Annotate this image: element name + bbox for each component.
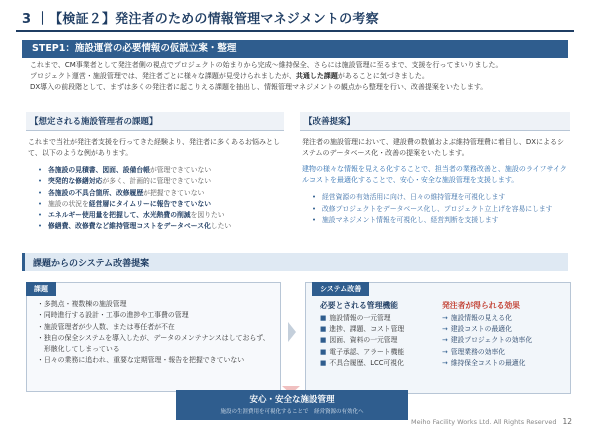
bullet-icon: • (38, 222, 43, 231)
proposal-text: 発注者の施設管理において、建設費の数値およぶ維持管理費に着目し、DXによるシステムのデータベース化・改善の提案をいたします。 (302, 138, 565, 157)
footer (411, 417, 572, 426)
list-item (38, 165, 284, 176)
bullet-icon: • (312, 215, 317, 224)
list-item: ・同時進行する設計・工事の進捗や工事費の管理 (37, 311, 189, 320)
system-proposal-heading: 課題からのシステム改善提案 (22, 253, 568, 271)
item-text: 施設の状況を (48, 199, 89, 208)
item-emphasis: 各施設の見積書、図面、設備台帳 (48, 166, 150, 175)
intro-text: があることに気づきました。 (337, 71, 429, 80)
arrow-icon: → (442, 314, 448, 322)
item-text: 建設プロジェクトの効率化 (450, 336, 533, 345)
list-item (320, 335, 404, 346)
list-item (38, 199, 284, 210)
arrow-icon: → (442, 358, 448, 367)
arrow-icon: → (442, 336, 448, 345)
client-benefits-heading: 発注者が得られる効果 (442, 301, 520, 310)
required-functions-heading: 必要とされる管理機能 (320, 301, 398, 310)
list-item (312, 192, 570, 203)
intro-line-3: DX導入の前段階として、まずは多くの発注者に起こりえる課題を抽出し、情報管理マネジメントの観点から整理を行い、改善提案をいたします。 (30, 82, 488, 91)
list-item (320, 347, 404, 358)
item-text: を図りたい (190, 211, 225, 219)
arrow-icon: → (442, 325, 448, 334)
item-text: 図面、資料の一元管理 (329, 336, 398, 345)
issues-list (27, 299, 280, 367)
list-item (312, 204, 570, 215)
list-item (442, 313, 532, 324)
assumed-issues-panel (26, 112, 284, 252)
intro-emphasis: 共通した課題 (295, 71, 338, 80)
issues-box (26, 282, 281, 392)
issues-tag: 課題 (26, 282, 56, 296)
square-bullet-icon: ■ (320, 336, 327, 345)
item-text: 改修プロジェクトをデータベース化し、プロジェクト立上げを容易にします (322, 204, 553, 213)
system-improvement-box (305, 282, 571, 394)
assumed-issues-heading: 【想定される施設管理者の課題】 (26, 112, 284, 131)
step-header: STEP1：施設運営の必要情報の仮説立案・整理 (22, 40, 568, 58)
item-text: 建設コストの最適化 (450, 325, 512, 334)
item-text: 経営資源の有効活用に向け、日々の維持管理を可視化します (322, 193, 506, 202)
page-title: 3 ｜【検証２】発注者のための情報管理マネジメントの考察 (22, 12, 379, 27)
list-item (38, 188, 284, 199)
item-text: 維持保全コストの最適化 (450, 358, 526, 367)
item-text: 施設マネジメント情報を可視化し、経営判断を支援します (322, 215, 499, 224)
bullet-icon: • (38, 177, 43, 186)
item-emphasis: 突発的な修繕対応 (48, 177, 103, 186)
list-item (442, 347, 532, 358)
list-item: ・施設管理者が少人数、または専任者が不在 (37, 322, 175, 331)
item-text: 施設情報の見える化 (450, 314, 512, 322)
item-text: したい (210, 222, 232, 231)
square-bullet-icon: ■ (320, 358, 327, 367)
item-emphasis: 各施設の不具合箇所、改修履歴 (48, 188, 144, 197)
proposal-heading: 【改善提案】 (300, 112, 570, 131)
list-item (312, 215, 570, 226)
square-bullet-icon: ■ (320, 314, 327, 322)
goal-title: 安心・安全な施設管理 (249, 395, 335, 405)
goal-subtitle: 施設の生涯費用を可視化することで 経営資源の有効化へ (220, 409, 364, 415)
item-text: 施設情報の一元管理 (329, 314, 391, 322)
item-text: 電子承認、アラート機能 (329, 347, 405, 356)
system-tag: システム改善 (312, 282, 369, 296)
list-item: ・日々の業務に追われ、重要な定期管理・報告を把握できていない (37, 356, 245, 365)
required-functions-list (320, 313, 404, 369)
square-bullet-icon: ■ (320, 325, 327, 334)
proposal-panel (300, 112, 570, 252)
bullet-icon: • (38, 199, 43, 208)
item-text: 不具合履歴、LCC可視化 (329, 358, 404, 367)
bullet-icon: • (312, 204, 317, 213)
list-item: ・多拠点・複数棟の施設管理 (37, 300, 127, 308)
list-item (38, 221, 284, 232)
list-item (442, 335, 532, 346)
bullet-icon: • (38, 188, 43, 197)
list-item: 形骸化してしまっている (37, 345, 120, 354)
item-text: が把握できていない (143, 188, 205, 197)
bullet-icon: • (38, 166, 43, 175)
item-emphasis: 修繕費、改修費など維持管理コストをデータベース化 (48, 222, 211, 231)
assumed-issues-text: これまで当社が発注者支援を行ってきた経験より、発注者に多くあるお悩みとして、以下のような例があります。 (28, 138, 280, 157)
title-divider (16, 30, 574, 32)
client-benefits-list (442, 313, 532, 369)
list-item (320, 358, 404, 369)
intro-line-2 (30, 71, 566, 82)
copyright: Meiho Facility Works Ltd. All Rights Reserved (411, 418, 557, 426)
list-item (442, 324, 532, 335)
item-text: 進捗、課題、コスト管理 (329, 325, 405, 334)
list-item: ・独自の保全システムを導入したが、データのメンテナンスはしておらず、 (37, 333, 270, 342)
item-emphasis: エネルギー使用量を把握して、水光熱費の削減 (48, 211, 191, 219)
arrow-icon: → (442, 347, 448, 356)
item-text: が多く、計画的に管理できていない (102, 177, 211, 186)
list-item (38, 210, 284, 221)
list-item (320, 313, 404, 324)
bullet-icon: • (312, 193, 317, 202)
intro-text: プロジェクト運営・施設管理では、発注者ごとに様々な課題が見受けられましたが、 (30, 71, 296, 80)
intro-paragraph (30, 60, 566, 92)
proposal-text-highlight (300, 164, 570, 185)
intro-line-1: これまで、CM事業者として発注者側の視点でプロジェクトの始まりから完成～維持保全、さらには施設管理に至るまで、支援を行ってまいりました。 (30, 61, 503, 69)
list-item (442, 358, 532, 369)
list-item (320, 324, 404, 335)
square-bullet-icon: ■ (320, 347, 327, 356)
highlight-text: 建物の様々な情報を見える化することで、担当者の業務改善と、施設のライフサイクルコストを最適化することで、安心・安全な施設管理を支援します。 (302, 165, 567, 184)
bullet-icon: • (38, 211, 43, 219)
item-text: 管理業務の効率化 (450, 347, 506, 356)
goal-box (176, 390, 408, 420)
assumed-issues-list (26, 165, 284, 232)
page-number: 12 (562, 417, 572, 426)
item-emphasis: 経営層にタイムリーに報告できていない (88, 199, 211, 208)
arrow-right-icon (288, 322, 296, 342)
proposal-list (300, 192, 570, 226)
item-text: が管理できていない (149, 166, 212, 175)
list-item (38, 176, 284, 187)
